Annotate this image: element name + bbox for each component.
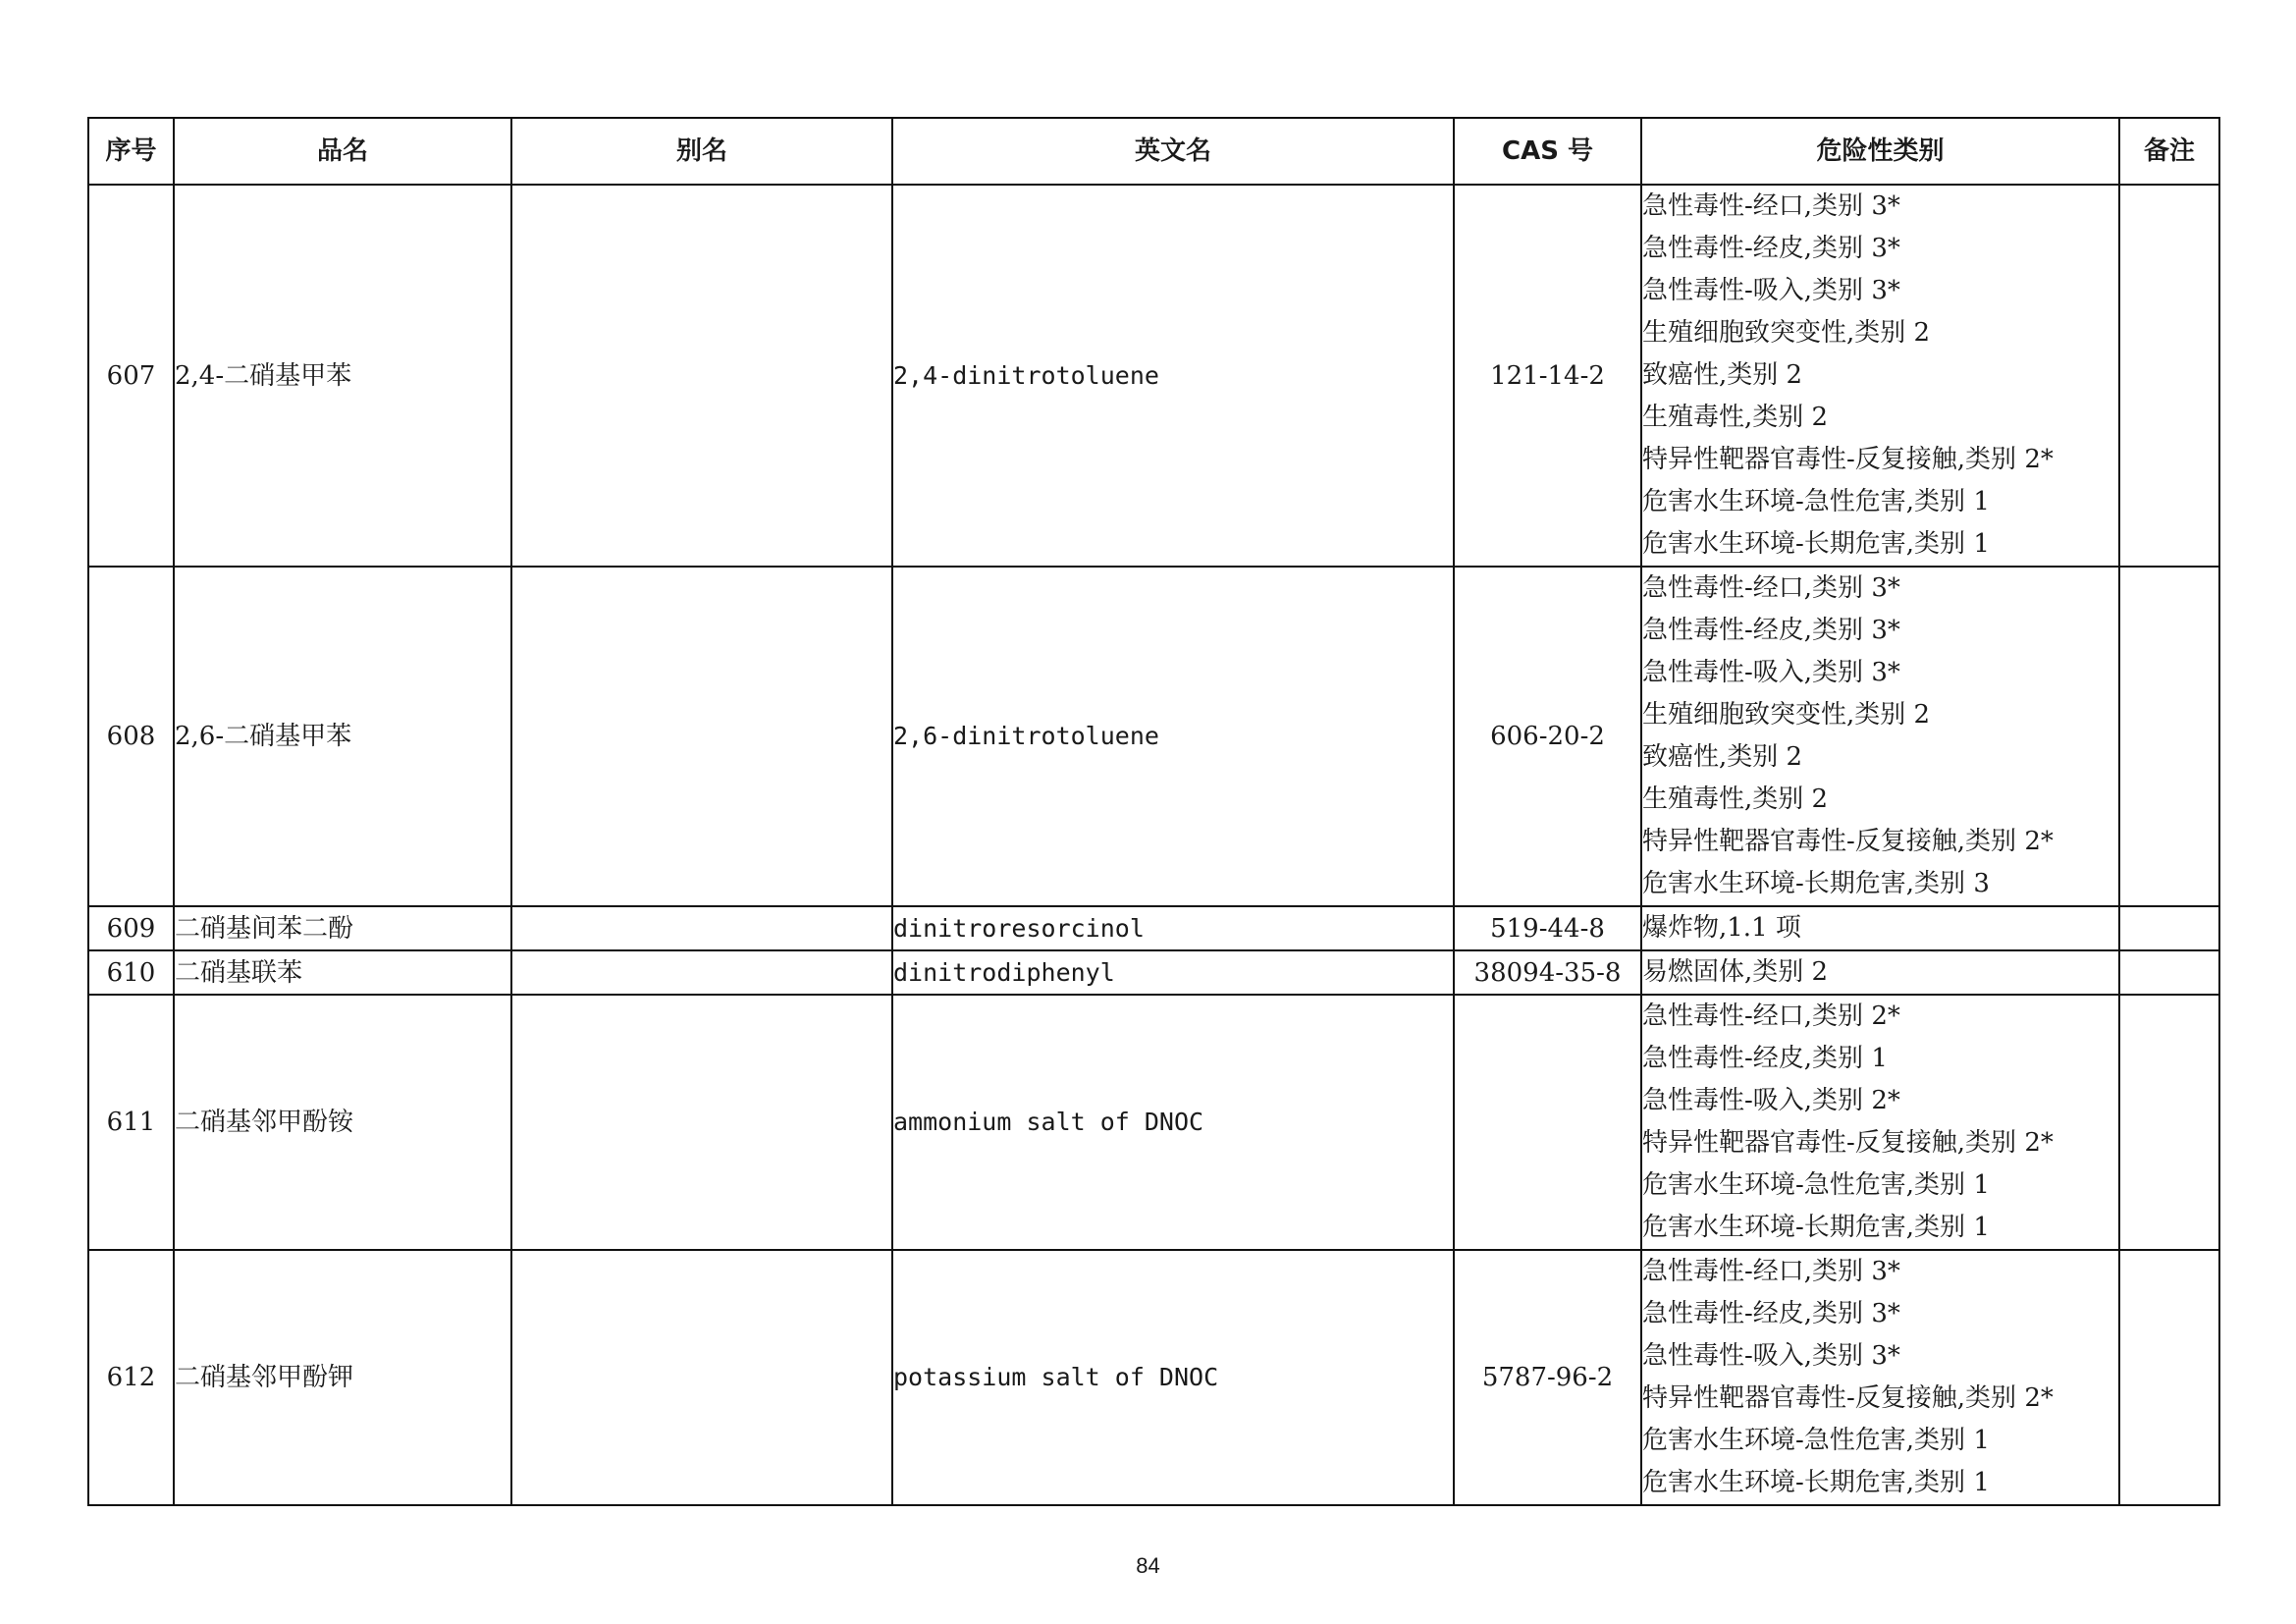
table-row: [88, 906, 2219, 950]
alias-cell: [511, 995, 892, 1250]
cas-number-cell: 38094-35-8: [1454, 950, 1641, 995]
hazard-category-cell: [1641, 567, 2119, 906]
hazard-line: 危害水生环境-急性危害,类别 1: [1642, 1170, 1990, 1200]
serial-number-cell: 608: [88, 567, 174, 906]
hazard-line: 急性毒性-吸入,类别 2*: [1642, 1086, 1900, 1115]
header-product-name: 品名: [174, 118, 511, 185]
hazard-category-cell: [1641, 185, 2119, 567]
remark-cell: [2119, 1250, 2219, 1505]
header-cas-number: CAS 号: [1454, 118, 1641, 185]
remark-cell: [2119, 567, 2219, 906]
header-serial-number: 序号: [88, 118, 174, 185]
serial-number-cell: 611: [88, 995, 174, 1250]
hazard-line: 急性毒性-经口,类别 3*: [1642, 1257, 1900, 1286]
table-body: [88, 185, 2219, 1505]
hazard-line: 危害水生环境-长期危害,类别 1: [1642, 1468, 1990, 1497]
english-name-text: 2,6-dinitrotoluene: [893, 722, 1159, 750]
remark-cell: [2119, 995, 2219, 1250]
hazard-line: 生殖毒性,类别 2: [1642, 403, 1829, 432]
remark-cell: [2119, 950, 2219, 995]
table-row: [88, 950, 2219, 995]
cas-number-cell: 606-20-2: [1454, 567, 1641, 906]
table-row: [88, 1250, 2219, 1505]
english-name-text: potassium salt of DNOC: [893, 1363, 1219, 1391]
cas-number-cell: [1454, 995, 1641, 1250]
table-row: [88, 995, 2219, 1250]
hazard-line: 致癌性,类别 2: [1642, 742, 1803, 772]
hazard-line: 急性毒性-经皮,类别 3*: [1642, 1299, 1900, 1328]
product-name-cell: 二硝基邻甲酚钾: [174, 1250, 511, 1505]
hazard-line: 特异性靶器官毒性-反复接触,类别 2*: [1642, 1128, 2054, 1158]
hazard-line: 急性毒性-经口,类别 3*: [1642, 573, 1900, 603]
hazard-line: 特异性靶器官毒性-反复接触,类别 2*: [1642, 827, 2054, 856]
hazard-category-cell: [1641, 1250, 2119, 1505]
hazard-line: 危害水生环境-长期危害,类别 1: [1642, 1213, 1990, 1242]
header-hazard-category: 危险性类别: [1641, 118, 2119, 185]
product-name-cell: 二硝基间苯二酚: [174, 906, 511, 950]
alias-cell: [511, 1250, 892, 1505]
alias-cell: [511, 906, 892, 950]
english-name-cell: [892, 567, 1454, 906]
english-name-text: ammonium salt of DNOC: [893, 1108, 1204, 1136]
english-name-text: dinitroresorcinol: [893, 913, 1145, 943]
table-header-row: [88, 118, 2219, 185]
hazard-line: 急性毒性-经皮,类别 3*: [1642, 616, 1900, 645]
hazard-line: 急性毒性-经皮,类别 3*: [1642, 234, 1900, 263]
english-name-cell: [892, 950, 1454, 995]
hazard-category-cell: [1641, 950, 2119, 995]
serial-number-cell: 610: [88, 950, 174, 995]
hazard-line: 爆炸物,1.1 项: [1642, 913, 1801, 943]
hazard-line: 生殖毒性,类别 2: [1642, 785, 1829, 814]
hazard-line: 急性毒性-经口,类别 2*: [1642, 1001, 1900, 1031]
hazard-line: 易燃固体,类别 2: [1642, 957, 1829, 987]
english-name-text: dinitrodiphenyl: [893, 957, 1115, 987]
hazard-line: 生殖细胞致突变性,类别 2: [1642, 700, 1931, 730]
page-number: 84: [1136, 1553, 1160, 1578]
table-row: [88, 185, 2219, 567]
product-name-cell: 二硝基联苯: [174, 950, 511, 995]
hazard-line: 危害水生环境-长期危害,类别 3: [1642, 869, 1990, 898]
remark-cell: [2119, 185, 2219, 567]
english-name-text: 2,4-dinitrotoluene: [893, 360, 1159, 390]
hazard-line: 急性毒性-经皮,类别 1: [1642, 1044, 1888, 1073]
serial-number-cell: 612: [88, 1250, 174, 1505]
hazard-line: 急性毒性-吸入,类别 3*: [1642, 276, 1900, 305]
serial-number-cell: 609: [88, 906, 174, 950]
hazard-category-cell: [1641, 995, 2119, 1250]
hazard-line: 危害水生环境-急性危害,类别 1: [1642, 1426, 1990, 1455]
hazard-line: 急性毒性-吸入,类别 3*: [1642, 658, 1900, 687]
hazard-line: 危害水生环境-长期危害,类别 1: [1642, 529, 1990, 559]
product-name-cell: 二硝基邻甲酚铵: [174, 995, 511, 1250]
english-name-cell: [892, 185, 1454, 567]
remark-cell: [2119, 906, 2219, 950]
hazard-line: 急性毒性-经口,类别 3*: [1642, 191, 1900, 221]
hazard-line: 特异性靶器官毒性-反复接触,类别 2*: [1642, 1383, 2054, 1413]
english-name-cell: [892, 1250, 1454, 1505]
cas-number-cell: 121-14-2: [1454, 185, 1641, 567]
serial-number-cell: 607: [88, 185, 174, 567]
alias-cell: [511, 950, 892, 995]
english-name-cell: [892, 906, 1454, 950]
hazard-line: 危害水生环境-急性危害,类别 1: [1642, 487, 1990, 516]
header-alias: 别名: [511, 118, 892, 185]
english-name-cell: [892, 995, 1454, 1250]
chemical-table: [87, 117, 2220, 1506]
header-english-name: 英文名: [892, 118, 1454, 185]
hazard-category-cell: [1641, 906, 2119, 950]
hazard-line: 特异性靶器官毒性-反复接触,类别 2*: [1642, 445, 2054, 474]
table-row: [88, 567, 2219, 906]
hazard-line: 急性毒性-吸入,类别 3*: [1642, 1341, 1900, 1371]
hazard-line: 致癌性,类别 2: [1642, 360, 1803, 390]
alias-cell: [511, 567, 892, 906]
hazard-line: 生殖细胞致突变性,类别 2: [1642, 318, 1931, 348]
product-name-cell: 2,4-二硝基甲苯: [174, 185, 511, 567]
header-remark: 备注: [2119, 118, 2219, 185]
cas-number-cell: 519-44-8: [1454, 906, 1641, 950]
alias-cell: [511, 185, 892, 567]
cas-number-cell: 5787-96-2: [1454, 1250, 1641, 1505]
product-name-cell: 2,6-二硝基甲苯: [174, 567, 511, 906]
